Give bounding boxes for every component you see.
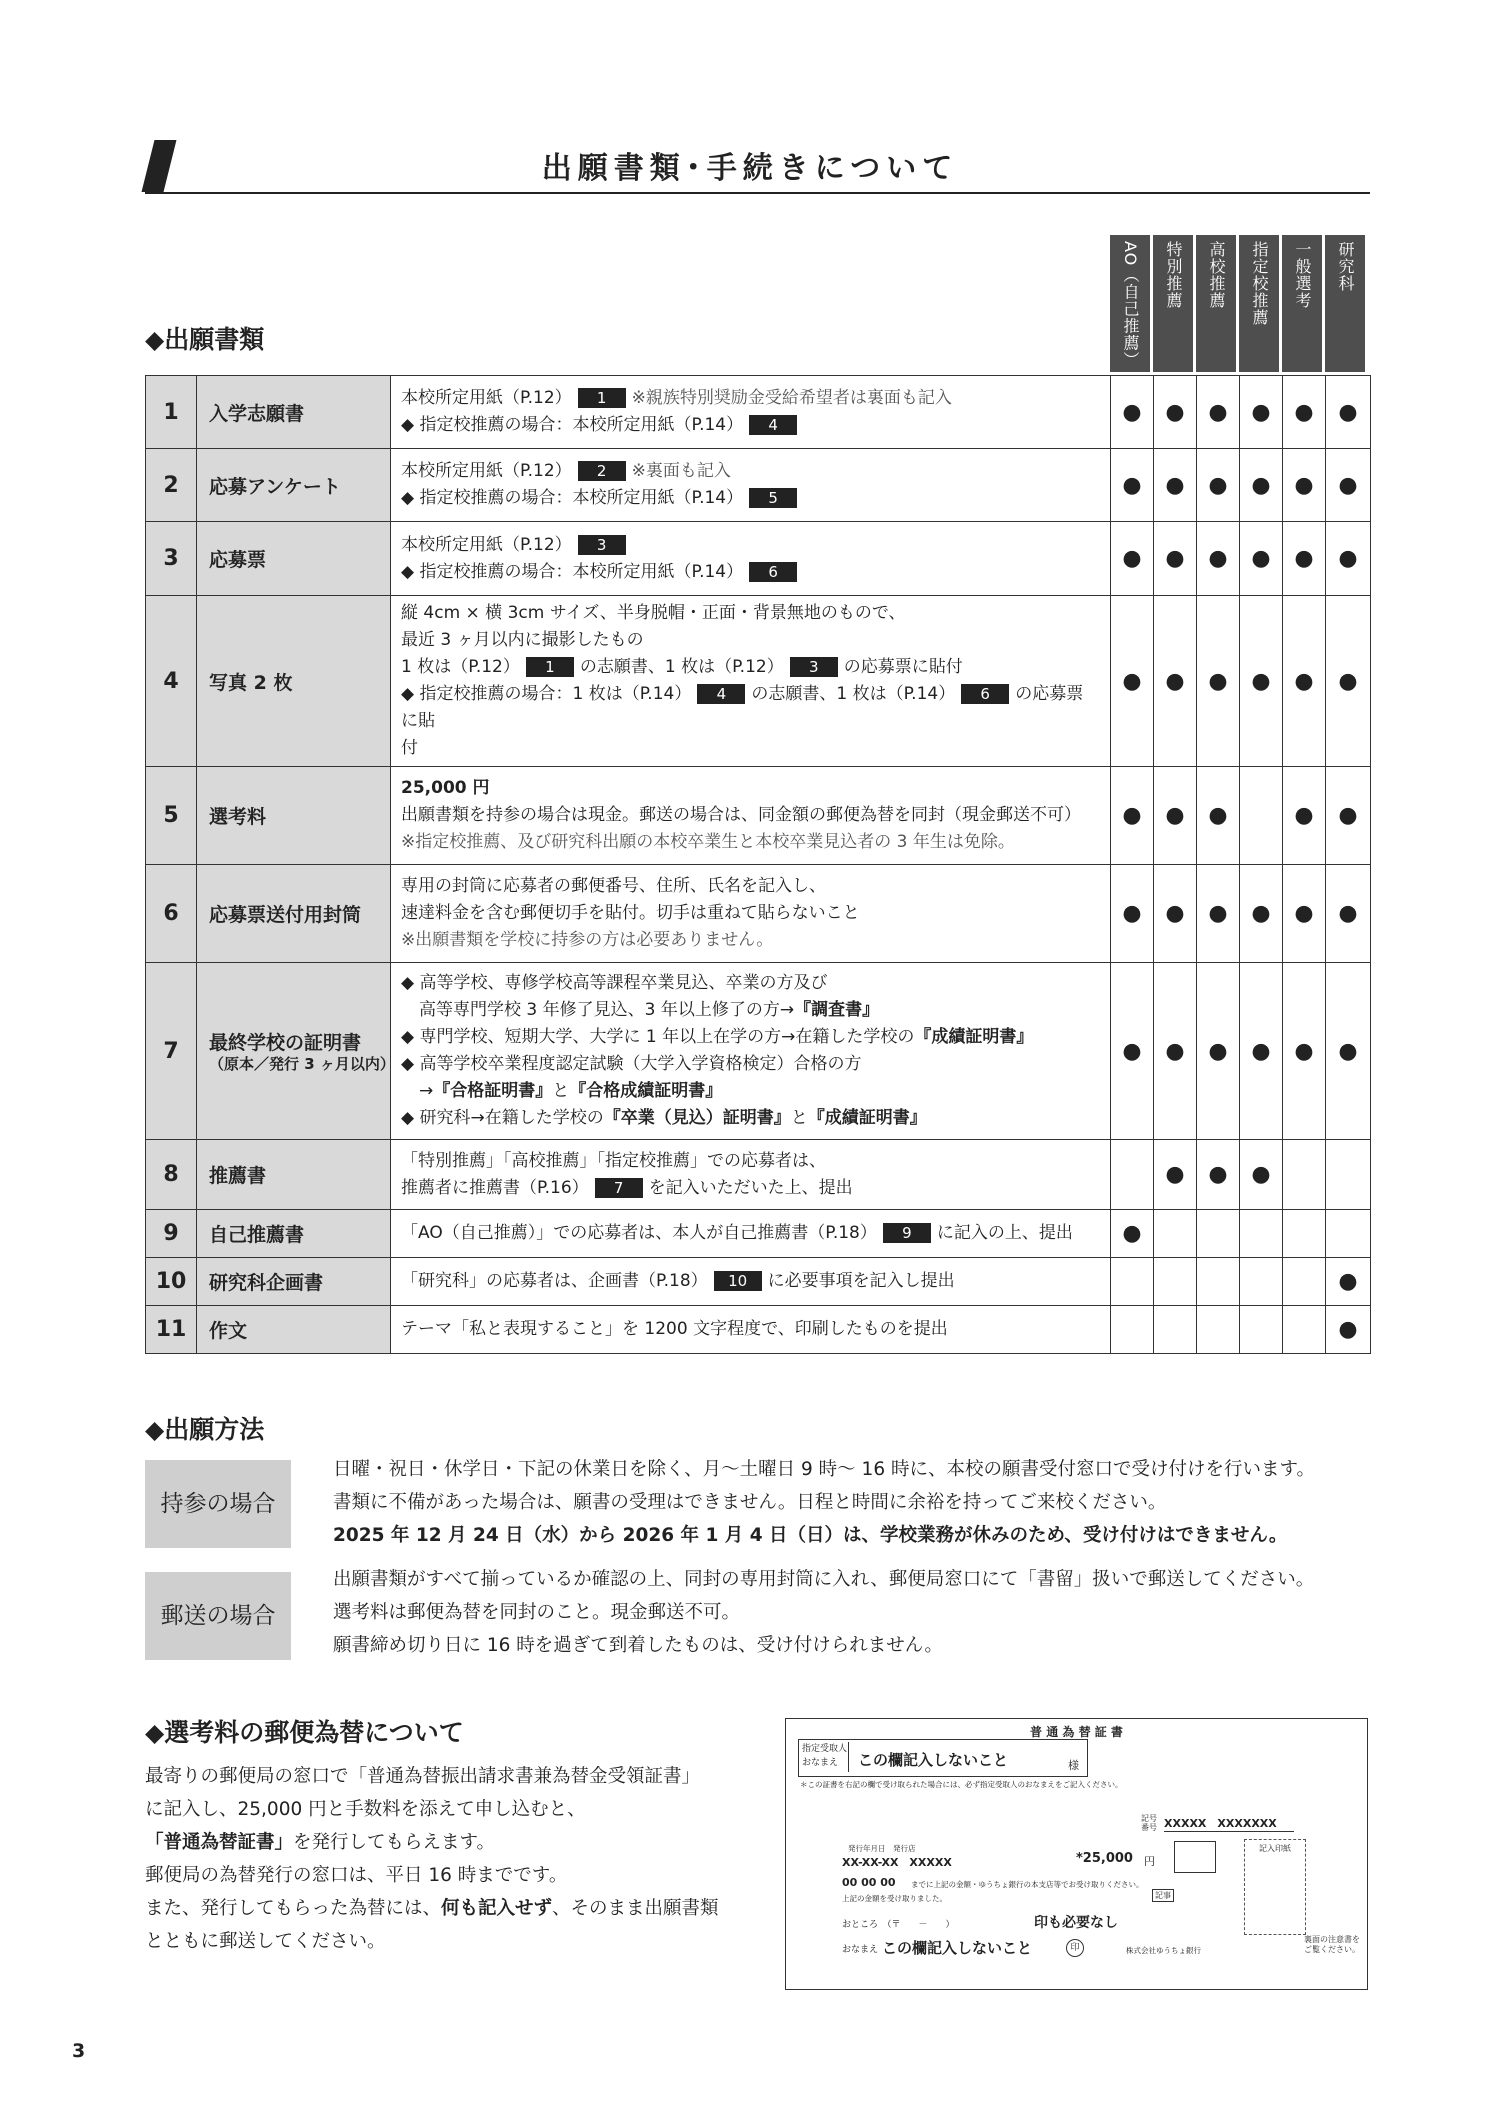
mark-ao: ● bbox=[1111, 522, 1154, 596]
column-header-designated: 指定校推薦 bbox=[1239, 235, 1279, 372]
cert-title: 普 通 為 替 証 書 bbox=[1030, 1725, 1123, 1739]
row-description bbox=[391, 865, 1111, 963]
column-header-general: 一般選考 bbox=[1282, 235, 1322, 372]
mark-ao: ● bbox=[1111, 963, 1154, 1140]
form-number-badge: 4 bbox=[749, 415, 797, 435]
mark-research: ● bbox=[1326, 522, 1371, 596]
fee-line: 、そのまま出願書類 bbox=[552, 1898, 719, 1919]
form-number-badge: 7 bbox=[595, 1178, 643, 1198]
row-name-sub: （原本／発行 3 ヶ月以内） bbox=[209, 1055, 395, 1073]
desc-text: に必要事項を記入し提出 bbox=[767, 1271, 955, 1291]
fee-section-title: ◆選考料の郵便為替について bbox=[145, 1718, 464, 1747]
form-number-badge: 4 bbox=[697, 684, 745, 704]
row-description bbox=[391, 963, 1111, 1140]
row-number: 10 bbox=[146, 1258, 197, 1306]
mark-general: ● bbox=[1283, 963, 1326, 1140]
form-number-badge: 3 bbox=[578, 535, 626, 555]
desc-note: ※指定校推薦、及び研究科出願の本校卒業生と本校卒業見込者の 3 年生は免除。 bbox=[401, 832, 1015, 852]
table-row bbox=[146, 767, 1371, 865]
desc-text: の志願書、1 枚は（P.14） bbox=[751, 684, 956, 704]
mark-ao: ● bbox=[1111, 376, 1154, 449]
desc-emphasis: 『成績証明書』 bbox=[807, 1108, 927, 1128]
mark-general: ● bbox=[1283, 596, 1326, 767]
mark-ao: ● bbox=[1111, 449, 1154, 522]
mark-ao bbox=[1111, 1306, 1154, 1354]
desc-text: 出願書類を持参の場合は現金。郵送の場合は、同金額の郵便為替を同封（現金郵送不可） bbox=[401, 805, 1081, 825]
fee-line: を発行してもらえます。 bbox=[293, 1832, 496, 1853]
mark-special bbox=[1154, 1210, 1197, 1258]
mark-general: ● bbox=[1283, 449, 1326, 522]
row-name bbox=[197, 963, 395, 1140]
documents-table bbox=[145, 375, 1371, 1354]
row-number: 3 bbox=[146, 522, 197, 596]
row-number: 6 bbox=[146, 865, 197, 963]
table-row bbox=[146, 1210, 1371, 1258]
mark-special: ● bbox=[1154, 865, 1197, 963]
mark-ao bbox=[1111, 1258, 1154, 1306]
cert-issue-label: 発行年月日 発行店 bbox=[848, 1844, 916, 1853]
table-row bbox=[146, 596, 1371, 767]
cert-no-write: この欄記入しないこと bbox=[858, 1751, 1009, 1769]
mark-designated bbox=[1240, 1258, 1283, 1306]
table-row bbox=[146, 1140, 1371, 1210]
mark-general bbox=[1283, 1140, 1326, 1210]
mark-research: ● bbox=[1326, 865, 1371, 963]
desc-text: 「特別推薦」「高校推薦」「指定校推薦」での応募者は、 bbox=[401, 1150, 826, 1171]
desc-text: ◆ 研究科→在籍した学校の bbox=[401, 1108, 604, 1128]
mark-designated: ● bbox=[1240, 376, 1283, 449]
row-name: 研究科企画書 bbox=[197, 1258, 391, 1306]
cert-stamp-area bbox=[1244, 1839, 1306, 1935]
mark-designated: ● bbox=[1240, 596, 1283, 767]
desc-note: ※出願書類を学校に持参の方は必要ありません。 bbox=[401, 930, 774, 950]
cert-back-note: 裏面の注意書を ご覧ください。 bbox=[1304, 1935, 1360, 1954]
desc-emphasis: 『調査書』 bbox=[794, 1000, 880, 1020]
mark-general bbox=[1283, 1258, 1326, 1306]
cert-issue-value: XX-XX-XX XXXXX bbox=[842, 1856, 952, 1869]
mark-highschool: ● bbox=[1197, 963, 1240, 1140]
desc-text: ◆ 高等学校、専修学校高等課程卒業見込、卒業の方及び bbox=[401, 973, 828, 993]
mark-ao bbox=[1111, 1140, 1154, 1210]
cert-date-note: までに上記の金額・ゆうちょ銀行の本支店等でお受け取りください。 bbox=[911, 1880, 1144, 1889]
mark-general: ● bbox=[1283, 767, 1326, 865]
cert-no-write-2: この欄記入しないこと bbox=[882, 1939, 1033, 1957]
desc-text: ◆ 指定校推薦の場合：本校所定用紙（P.14） bbox=[401, 415, 744, 435]
desc-text: 本校所定用紙（P.12） bbox=[401, 534, 572, 555]
mark-special: ● bbox=[1154, 596, 1197, 767]
desc-text: の応募票に貼付 bbox=[843, 657, 963, 677]
cert-recipient-label1: 指定受取人 bbox=[802, 1744, 848, 1754]
mark-research: ● bbox=[1326, 596, 1371, 767]
mark-designated: ● bbox=[1240, 963, 1283, 1140]
cert-amount: *25,000 bbox=[1076, 1851, 1133, 1866]
fee-description bbox=[145, 1760, 765, 1958]
row-name: 応募アンケート bbox=[197, 449, 391, 522]
row-number: 7 bbox=[146, 963, 197, 1140]
cert-note: ＊この証書を右記の欄で受け取られた場合には、必ず指定受取人のおなまえをご記入ください。 bbox=[800, 1780, 1123, 1789]
cert-symbol-value: XXXXX XXXXXXX bbox=[1164, 1815, 1294, 1832]
column-header-ao: AO（自己推薦） bbox=[1110, 235, 1150, 372]
mail-description bbox=[333, 1563, 1314, 1662]
fee-line: に記入し、25,000 円と手数料を添えて申し込むと、 bbox=[145, 1799, 586, 1820]
form-number-badge: 9 bbox=[883, 1223, 931, 1243]
bring-line: 書類に不備があった場合は、願書の受理はできません。日程と時間に余裕を持ってご来校ください。 bbox=[333, 1492, 1167, 1513]
mark-special: ● bbox=[1154, 767, 1197, 865]
form-number-badge: 6 bbox=[749, 562, 797, 582]
cert-seal-none: 印も必要なし bbox=[1034, 1915, 1118, 1931]
mark-designated bbox=[1240, 767, 1283, 865]
bring-line: 日曜・祝日・休学日・下記の休業日を除く、月～土曜日 9 時～ 16 時に、本校の願書受付窓口で受け付けを行います。 bbox=[333, 1459, 1315, 1480]
row-description bbox=[391, 522, 1111, 596]
row-number: 5 bbox=[146, 767, 197, 865]
desc-text: 25,000 円 bbox=[401, 778, 490, 798]
mail-line: 選考料は郵便為替を同封のこと。現金郵送不可。 bbox=[333, 1602, 741, 1623]
cert-sama: 様 bbox=[1068, 1759, 1079, 1772]
column-header-research: 研究科 bbox=[1325, 235, 1365, 372]
row-name: 応募票送付用封筒 bbox=[197, 865, 391, 963]
desc-text: と bbox=[552, 1081, 570, 1101]
mark-designated: ● bbox=[1240, 522, 1283, 596]
desc-note: ※裏面も記入 bbox=[631, 461, 731, 481]
table-row bbox=[146, 1258, 1371, 1306]
desc-text: の志願書、1 枚は（P.12） bbox=[579, 657, 784, 677]
mark-special bbox=[1154, 1258, 1197, 1306]
row-name: 選考料 bbox=[197, 767, 391, 865]
desc-emphasis: 『成績証明書』 bbox=[914, 1027, 1034, 1047]
cert-stamp-box bbox=[1174, 1841, 1216, 1873]
desc-text: 専用の封筒に応募者の郵便番号、住所、氏名を記入し、 bbox=[401, 876, 826, 896]
mark-ao: ● bbox=[1111, 865, 1154, 963]
row-description bbox=[391, 596, 1111, 767]
mark-highschool bbox=[1197, 1210, 1240, 1258]
desc-text: 本校所定用紙（P.12） bbox=[401, 388, 572, 408]
mark-designated bbox=[1240, 1210, 1283, 1258]
row-name: 推薦書 bbox=[197, 1140, 391, 1210]
mail-line: 願書締め切り日に 16 時を過ぎて到着したものは、受け付けられません。 bbox=[333, 1635, 943, 1656]
mark-ao: ● bbox=[1111, 1210, 1154, 1258]
desc-emphasis: 『合格証明書』 bbox=[433, 1081, 553, 1101]
mark-research: ● bbox=[1326, 963, 1371, 1140]
row-name: 応募票 bbox=[197, 522, 391, 596]
table-row bbox=[146, 376, 1371, 449]
desc-text: 「研究科」の応募者は、企画書（P.18） bbox=[401, 1271, 708, 1291]
desc-text: 推薦者に推薦書（P.16） bbox=[401, 1177, 589, 1198]
documents-section-title: ◆出願書類 bbox=[145, 325, 265, 354]
mark-general bbox=[1283, 1306, 1326, 1354]
row-description bbox=[391, 767, 1111, 865]
desc-text: 1 枚は（P.12） bbox=[401, 657, 520, 677]
desc-text: の応募票に貼 bbox=[401, 684, 1084, 731]
mail-line: 出願書類がすべて揃っているか確認の上、同封の専用封筒に入れ、郵便局窓口にて「書留」扱いで郵送してください。 bbox=[333, 1569, 1315, 1590]
row-number: 1 bbox=[146, 376, 197, 449]
mark-highschool: ● bbox=[1197, 767, 1240, 865]
row-number: 11 bbox=[146, 1306, 197, 1354]
form-number-badge: 1 bbox=[526, 657, 574, 677]
mark-highschool: ● bbox=[1197, 865, 1240, 963]
column-header-highschool: 高校推薦 bbox=[1196, 235, 1236, 372]
mark-designated: ● bbox=[1240, 449, 1283, 522]
mark-special bbox=[1154, 1306, 1197, 1354]
table-row bbox=[146, 865, 1371, 963]
desc-text: テーマ「私と表現すること」を 1200 文字程度で、印刷したものを提出 bbox=[401, 1319, 948, 1339]
mark-research: ● bbox=[1326, 1306, 1371, 1354]
cert-bank: 株式会社ゆうちょ銀行 bbox=[1126, 1946, 1201, 1955]
mark-special: ● bbox=[1154, 963, 1197, 1140]
form-number-badge: 6 bbox=[961, 684, 1009, 704]
bring-label: 持参の場合 bbox=[145, 1460, 291, 1548]
desc-text: 速達料金を含む郵便切手を貼付。切手は重ねて貼らないこと bbox=[401, 903, 860, 923]
row-description bbox=[391, 1210, 1111, 1258]
form-number-badge: 3 bbox=[790, 657, 838, 677]
desc-text: と bbox=[790, 1108, 808, 1128]
cert-received: 上記の金額を受け取りました。 bbox=[842, 1894, 947, 1903]
form-number-badge: 2 bbox=[578, 461, 626, 481]
table-row bbox=[146, 449, 1371, 522]
column-header-special: 特別推薦 bbox=[1153, 235, 1193, 372]
mark-highschool: ● bbox=[1197, 522, 1240, 596]
mark-research bbox=[1326, 1210, 1371, 1258]
desc-text: ◆ 専門学校、短期大学、大学に 1 年以上在学の方→在籍した学校の bbox=[401, 1027, 915, 1047]
mark-special: ● bbox=[1154, 449, 1197, 522]
form-number-badge: 1 bbox=[578, 388, 626, 408]
mark-designated: ● bbox=[1240, 1140, 1283, 1210]
mark-ao: ● bbox=[1111, 767, 1154, 865]
row-number: 8 bbox=[146, 1140, 197, 1210]
bring-description bbox=[333, 1453, 1315, 1552]
mark-research: ● bbox=[1326, 449, 1371, 522]
mark-highschool: ● bbox=[1197, 376, 1240, 449]
desc-text: 本校所定用紙（P.12） bbox=[401, 461, 572, 481]
table-row bbox=[146, 963, 1371, 1140]
mark-designated bbox=[1240, 1306, 1283, 1354]
mark-research: ● bbox=[1326, 767, 1371, 865]
mark-research bbox=[1326, 1140, 1371, 1210]
desc-emphasis: 『卒業（見込）証明書』 bbox=[603, 1108, 791, 1128]
row-number: 4 bbox=[146, 596, 197, 767]
row-name: 作文 bbox=[197, 1306, 391, 1354]
fee-emphasis: 何も記入せず bbox=[441, 1898, 553, 1919]
cert-recipient-label2: おなまえ bbox=[802, 1758, 839, 1768]
desc-text: 「AO（自己推薦）」での応募者は、本人が自己推薦書（P.18） bbox=[401, 1223, 877, 1243]
row-number: 2 bbox=[146, 449, 197, 522]
row-name: 入学志願書 bbox=[197, 376, 391, 449]
desc-text: 高等専門学校 3 年修了見込、3 年以上修了の方→ bbox=[419, 1000, 795, 1020]
fee-emphasis: 「普通為替証書」 bbox=[145, 1832, 294, 1853]
desc-text: 縦 4cm × 横 3cm サイズ、半身脱帽・正面・背景無地のもので、 bbox=[401, 603, 906, 623]
cert-symbol-label: 記号 番号 bbox=[1141, 1814, 1157, 1832]
bring-line-holiday: 2025 年 12 月 24 日（水）から 2026 年 1 月 4 日（日）は、学校業務が休みのため、受け付けはできません。 bbox=[333, 1525, 1288, 1546]
mark-highschool: ● bbox=[1197, 596, 1240, 767]
fee-line: また、発行してもらった為替には、 bbox=[145, 1898, 442, 1919]
mark-special: ● bbox=[1154, 522, 1197, 596]
cert-stamp-label: 記入印紙 bbox=[1259, 1844, 1291, 1853]
mark-special: ● bbox=[1154, 376, 1197, 449]
row-description bbox=[391, 1306, 1111, 1354]
mark-general: ● bbox=[1283, 522, 1326, 596]
desc-note: ※親族特別奨励金受給希望者は裏面も記入 bbox=[631, 388, 952, 408]
mark-general: ● bbox=[1283, 865, 1326, 963]
desc-text: に記入の上、提出 bbox=[936, 1223, 1073, 1243]
desc-text: → bbox=[419, 1081, 434, 1101]
desc-text: を記入いただいた上、提出 bbox=[648, 1177, 853, 1198]
desc-text: ◆ 指定校推薦の場合：1 枚は（P.14） bbox=[401, 684, 692, 704]
mark-designated: ● bbox=[1240, 865, 1283, 963]
desc-text: 最近 3 ヶ月以内に撮影したもの bbox=[401, 630, 644, 650]
cert-kinyu: 記事 bbox=[1152, 1889, 1174, 1902]
mark-general: ● bbox=[1283, 376, 1326, 449]
mark-research: ● bbox=[1326, 1258, 1371, 1306]
cert-seal-mark: 印 bbox=[1066, 1939, 1084, 1957]
money-order-certificate bbox=[785, 1718, 1368, 1990]
cert-address: おところ （〒 － ） bbox=[842, 1920, 955, 1930]
mark-research: ● bbox=[1326, 376, 1371, 449]
row-name: 写真 2 枚 bbox=[197, 596, 391, 767]
cert-date-value: 00 00 00 bbox=[842, 1876, 896, 1889]
page-number: 3 bbox=[72, 2040, 86, 2062]
row-name: 自己推薦書 bbox=[197, 1210, 391, 1258]
form-number-badge: 5 bbox=[749, 488, 797, 508]
row-description bbox=[391, 449, 1111, 522]
mail-label: 郵送の場合 bbox=[145, 1572, 291, 1660]
mark-highschool bbox=[1197, 1306, 1240, 1354]
mark-ao: ● bbox=[1111, 596, 1154, 767]
desc-text: 付 bbox=[401, 738, 418, 758]
row-description bbox=[391, 1140, 1111, 1210]
fee-line: 郵便局の為替発行の窓口は、平日 16 時までです。 bbox=[145, 1865, 568, 1886]
mark-special: ● bbox=[1154, 1140, 1197, 1210]
mark-general bbox=[1283, 1210, 1326, 1258]
mark-highschool bbox=[1197, 1258, 1240, 1306]
desc-emphasis: 『合格成績証明書』 bbox=[569, 1081, 723, 1101]
table-row bbox=[146, 1306, 1371, 1354]
fee-line: 最寄りの郵便局の窓口で「普通為替振出請求書兼為替金受領証書」 bbox=[145, 1766, 701, 1787]
row-description bbox=[391, 376, 1111, 449]
table-row bbox=[146, 522, 1371, 596]
fee-line: とともに郵送してください。 bbox=[145, 1931, 386, 1952]
cert-name-label: おなまえ bbox=[842, 1945, 879, 1955]
row-name-text: 最終学校の証明書 bbox=[209, 1032, 362, 1054]
desc-text: ◆ 指定校推薦の場合：本校所定用紙（P.14） bbox=[401, 488, 744, 508]
form-number-badge: 10 bbox=[714, 1271, 762, 1291]
row-description bbox=[391, 1258, 1111, 1306]
cert-yen: 円 bbox=[1144, 1855, 1155, 1868]
page-title: 出願書類･手続きについて bbox=[541, 151, 959, 186]
row-number: 9 bbox=[146, 1210, 197, 1258]
method-section-title: ◆出願方法 bbox=[145, 1415, 265, 1444]
desc-text: ◆ 指定校推薦の場合：本校所定用紙（P.14） bbox=[401, 561, 744, 582]
mark-highschool: ● bbox=[1197, 1140, 1240, 1210]
cert-recipient-label bbox=[802, 1742, 849, 1772]
desc-text: ◆ 高等学校卒業程度認定試験（大学入学資格検定）合格の方 bbox=[401, 1054, 862, 1074]
mark-highschool: ● bbox=[1197, 449, 1240, 522]
